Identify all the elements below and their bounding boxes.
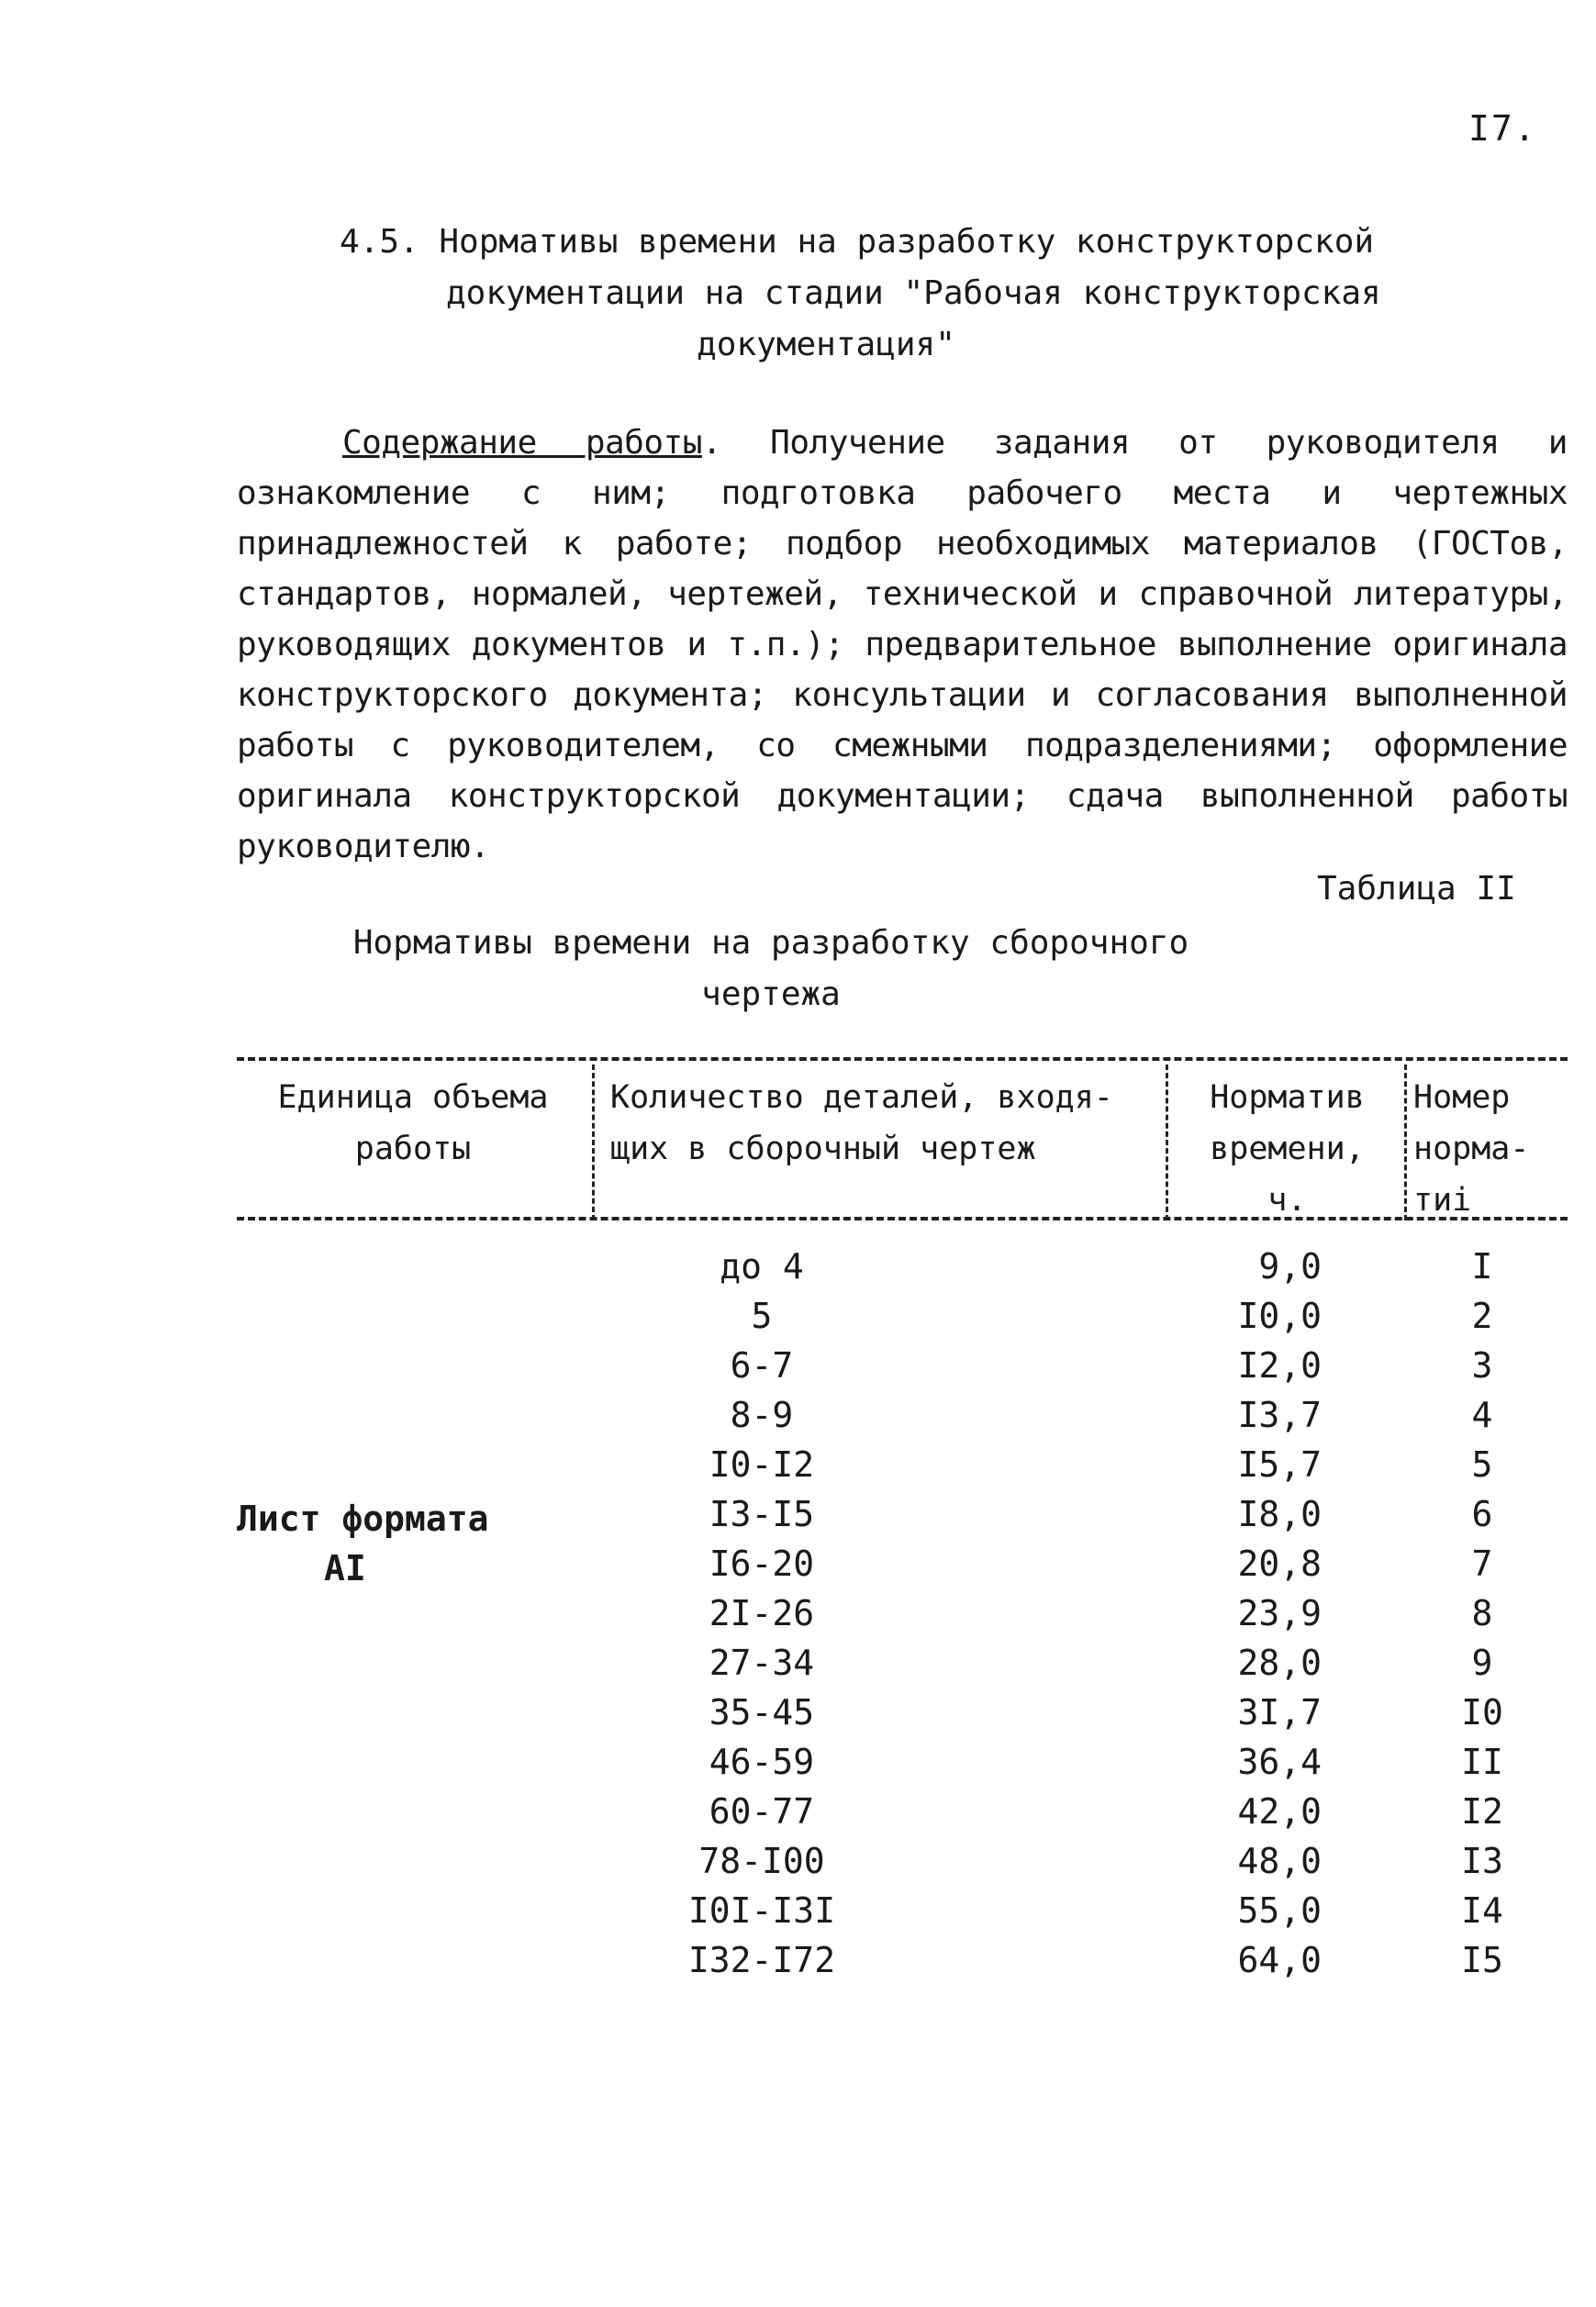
table-row: 5 I0,0 2	[751, 1296, 1493, 1336]
heading-line-2: документации на стадии "Рабочая конструкторская	[446, 274, 1381, 312]
work-content-label: Содержание работы	[342, 424, 702, 462]
work-content-paragraph	[237, 418, 1568, 872]
table-title-line-2: чертежа	[701, 975, 841, 1013]
table-row: до 4 9,0 I	[720, 1246, 1493, 1287]
table-row: 46-59 36,4 II	[709, 1742, 1503, 1782]
unit-label: Лист формата AI	[237, 1499, 489, 1588]
table-top-rule	[237, 1057, 1568, 1061]
section-heading	[275, 217, 1450, 371]
table-row: 6-7 I2,0 3	[730, 1345, 1493, 1386]
table-row: 27-34 28,0 9	[709, 1643, 1493, 1683]
page-number: I7.	[1468, 108, 1537, 149]
header-quantity: Количество деталей, входя- щих в сборочный чертеж	[610, 1079, 1113, 1167]
column-separator	[1404, 1064, 1407, 1220]
header-number: Номер норма- тиі	[1413, 1079, 1530, 1219]
table-row: 2I-26 23,9 8	[709, 1593, 1493, 1633]
table-row: 60-77 42,0 I2	[709, 1791, 1503, 1832]
table-number: Таблица II	[1317, 870, 1516, 908]
heading-line-1: 4.5. Нормативы времени на разработку конструкторской	[340, 223, 1375, 261]
table-row: I0-I2 I5,7 5	[709, 1444, 1493, 1485]
table-row: I3-I5 I8,0 6	[709, 1494, 1493, 1534]
table-row: 78-I00 48,0 I3	[698, 1841, 1503, 1881]
table-row: I0I-I3I 55,0 I4	[687, 1890, 1503, 1931]
table-title-line-1: Нормативы времени на разработку сборочного	[352, 924, 1189, 962]
table-row: I6-20 20,8 7	[709, 1544, 1493, 1584]
heading-line-3: документация"	[697, 326, 955, 363]
table-row: 8-9 I3,7 4	[730, 1395, 1493, 1435]
column-separator	[592, 1064, 595, 1220]
table-title	[312, 918, 1230, 1020]
header-time: Норматив времени, ч.	[1210, 1079, 1365, 1219]
header-unit: Единица объема работы	[277, 1079, 549, 1167]
table-row: 35-45 3I,7 I0	[709, 1692, 1503, 1733]
column-separator	[1166, 1064, 1168, 1220]
work-content-text: . Получение задания от руководителя и ознакомление с ним; подготовка рабочего места и чертежных принадлежностей к работе; подбор необходимых материалов (ГОСТов, стандартов, нормалей, чертежей, технической и справочной литературы, руководящих документов и т.п.); предварительное выполнение оригинала конструкторского документа; консультации и согласования выполненной работы с руководителем, со смежными подразделениями; оформление оригинала конструкторской документации; сдача выполненной работы руководителю.	[237, 424, 1568, 865]
table-row: I32-I72 64,0 I5	[687, 1940, 1503, 1980]
